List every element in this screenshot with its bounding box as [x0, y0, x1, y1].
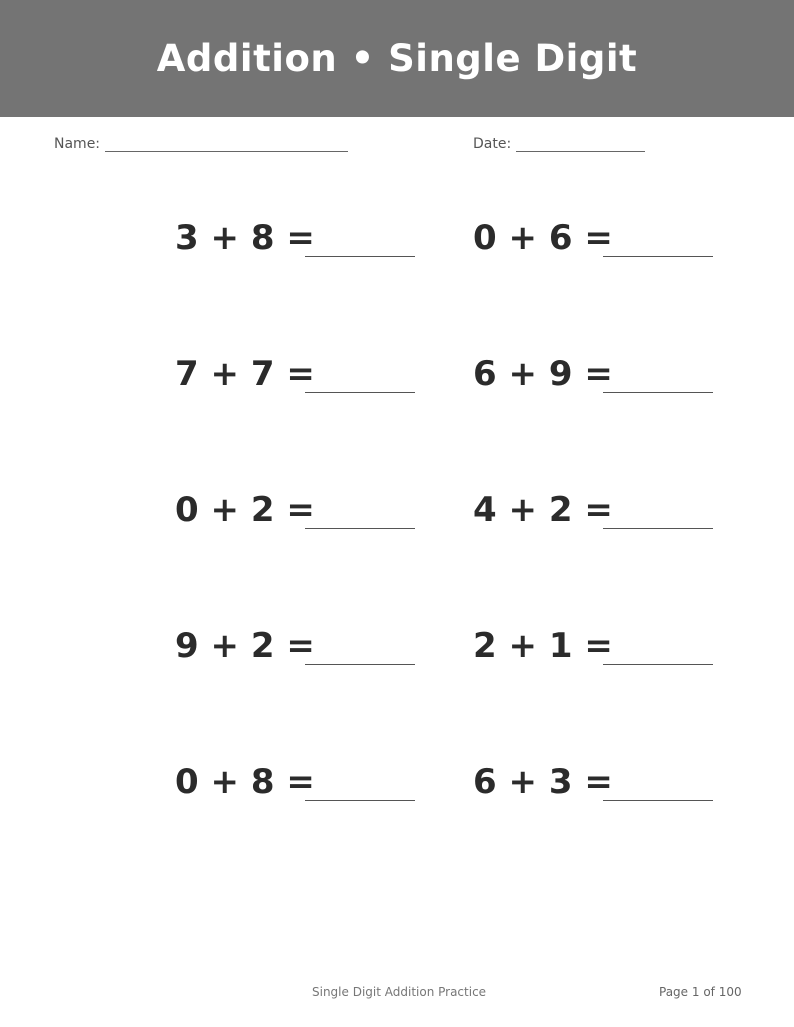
answer-blank[interactable] [603, 664, 713, 665]
answer-blank[interactable] [305, 528, 415, 529]
problem-expression: 6 + 9 = [473, 354, 613, 394]
answer-blank[interactable] [305, 392, 415, 393]
answer-blank[interactable] [305, 800, 415, 801]
problem-3 [175, 348, 315, 394]
page-number: Page 1 of 100 [659, 985, 742, 999]
problem-expression: 0 + 8 = [175, 762, 315, 802]
problem-expression: 4 + 2 = [473, 490, 613, 530]
answer-blank[interactable] [603, 800, 713, 801]
answer-blank[interactable] [603, 256, 713, 257]
date-field [473, 136, 645, 152]
problem-1 [175, 212, 315, 258]
date-label: Date: [473, 136, 512, 152]
problem-expression: 0 + 6 = [473, 218, 613, 258]
name-blank-line[interactable] [105, 136, 348, 152]
name-field [54, 136, 348, 152]
problem-2 [473, 212, 613, 258]
problem-expression: 3 + 8 = [175, 218, 315, 258]
page-title: Addition • Single Digit [156, 37, 638, 80]
problem-9 [175, 756, 315, 802]
page-header [0, 0, 794, 117]
problem-10 [473, 756, 613, 802]
problem-4 [473, 348, 613, 394]
answer-blank[interactable] [305, 664, 415, 665]
name-label: Name: [54, 136, 101, 152]
date-blank-line[interactable] [516, 136, 645, 152]
answer-blank[interactable] [603, 392, 713, 393]
problem-expression: 0 + 2 = [175, 490, 315, 530]
problem-expression: 2 + 1 = [473, 626, 613, 666]
problem-expression: 9 + 2 = [175, 626, 315, 666]
answer-blank[interactable] [305, 256, 415, 257]
problem-5 [175, 484, 315, 530]
problem-6 [473, 484, 613, 530]
answer-blank[interactable] [603, 528, 713, 529]
problem-expression: 7 + 7 = [175, 354, 315, 394]
problem-7 [175, 620, 315, 666]
problem-expression: 6 + 3 = [473, 762, 613, 802]
footer-title: Single Digit Addition Practice [312, 985, 487, 999]
problem-8 [473, 620, 613, 666]
